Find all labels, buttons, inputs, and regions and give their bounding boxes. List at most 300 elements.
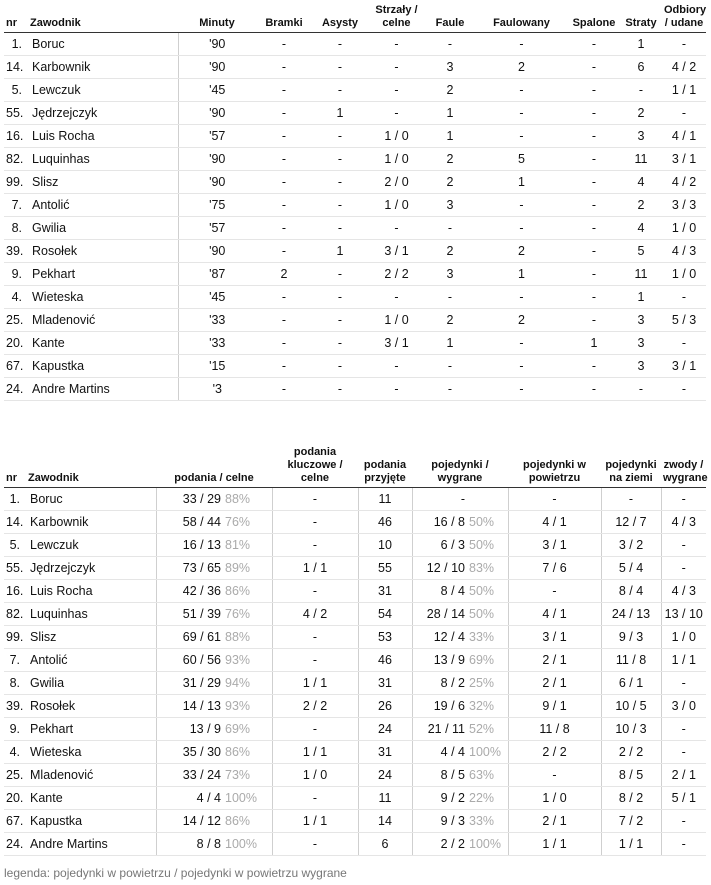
player-name: Karbownik	[26, 511, 156, 534]
stat-cell: -	[368, 378, 425, 401]
stat-cell: 6	[620, 56, 662, 79]
stat-cell: -	[620, 79, 662, 102]
ground-duels-cell: 10 / 5	[601, 695, 661, 718]
stat-cell: -	[256, 148, 312, 171]
passes-accuracy: 69%	[225, 722, 251, 736]
player-number: 24.	[4, 833, 26, 856]
player-number: 67.	[4, 355, 28, 378]
ground-duels-cell: 7 / 2	[601, 810, 661, 833]
stat-cell: -	[312, 286, 368, 309]
stat-cell: 2 / 0	[368, 171, 425, 194]
stat-cell: -	[425, 378, 475, 401]
aerial-duels-cell: 2 / 1	[508, 672, 601, 695]
stat-cell: -	[312, 378, 368, 401]
passes-cell	[156, 557, 272, 580]
stat-cell: 2	[425, 79, 475, 102]
player-name: Kante	[26, 787, 156, 810]
player-number: 7.	[4, 194, 28, 217]
stat-cell: '15	[178, 355, 256, 378]
stat-cell: -	[568, 194, 620, 217]
stat-cell: -	[425, 355, 475, 378]
stat-cell: 3 / 3	[662, 194, 706, 217]
table-row	[4, 263, 706, 286]
column-header: Minuty	[178, 4, 256, 33]
player-number: 67.	[4, 810, 26, 833]
column-header: Faule	[425, 4, 475, 33]
passes-received-cell: 26	[358, 695, 412, 718]
player-number: 25.	[4, 764, 26, 787]
ground-duels-cell: 11 / 8	[601, 649, 661, 672]
table-row	[4, 286, 706, 309]
stat-cell: -	[568, 378, 620, 401]
stat-cell: -	[312, 171, 368, 194]
column-header: podania / celne	[156, 446, 272, 488]
player-number: 55.	[4, 557, 26, 580]
stat-cell: '3	[178, 378, 256, 401]
player-number: 25.	[4, 309, 28, 332]
stat-cell: '57	[178, 125, 256, 148]
stat-cell: 1	[620, 33, 662, 56]
key-passes-cell: 1 / 1	[272, 557, 358, 580]
dribbles-cell: -	[661, 488, 706, 511]
passes-received-cell: 31	[358, 580, 412, 603]
player-name: Rosołek	[28, 240, 178, 263]
player-name: Pekhart	[26, 718, 156, 741]
stat-cell: -	[256, 309, 312, 332]
duels-cell	[412, 649, 508, 672]
stat-cell: '90	[178, 171, 256, 194]
passes-value: 8 / 8	[196, 837, 221, 851]
passes-cell	[156, 580, 272, 603]
stat-cell: -	[312, 217, 368, 240]
duels-win-rate: 50%	[469, 584, 495, 598]
ground-duels-cell: 3 / 2	[601, 534, 661, 557]
player-name: Karbownik	[28, 56, 178, 79]
player-number: 4.	[4, 741, 26, 764]
stat-cell: -	[475, 194, 568, 217]
table-row	[4, 355, 706, 378]
passes-received-cell: 14	[358, 810, 412, 833]
player-name: Kapustka	[26, 810, 156, 833]
passes-accuracy: 86%	[225, 584, 251, 598]
passes-cell	[156, 534, 272, 557]
player-number: 20.	[4, 787, 26, 810]
key-passes-cell: -	[272, 626, 358, 649]
duels-cell	[412, 626, 508, 649]
stat-cell: 1 / 1	[662, 79, 706, 102]
duels-cell	[412, 695, 508, 718]
stat-cell: -	[368, 355, 425, 378]
passes-received-cell: 11	[358, 787, 412, 810]
stat-cell: 4	[620, 171, 662, 194]
stat-cell: '90	[178, 33, 256, 56]
dribbles-cell: 4 / 3	[661, 511, 706, 534]
passes-cell	[156, 764, 272, 787]
stat-cell: -	[662, 33, 706, 56]
stat-cell: -	[475, 286, 568, 309]
stat-cell: -	[568, 125, 620, 148]
stat-cell: -	[568, 263, 620, 286]
stat-cell: 1	[475, 263, 568, 286]
aerial-duels-cell: 3 / 1	[508, 626, 601, 649]
stat-cell: -	[568, 240, 620, 263]
passes-accuracy: 73%	[225, 768, 251, 782]
table-header-row	[4, 446, 706, 488]
key-passes-cell: -	[272, 649, 358, 672]
column-header: pojedynki / wygrane	[412, 446, 508, 488]
duels-value: 12 / 4	[433, 630, 465, 644]
duels-cell	[412, 741, 508, 764]
player-number: 5.	[4, 534, 26, 557]
stat-cell: -	[475, 79, 568, 102]
stat-cell: 3 / 1	[368, 332, 425, 355]
stat-cell: -	[312, 56, 368, 79]
player-name: Gwilia	[26, 672, 156, 695]
stat-cell: 1 / 0	[368, 309, 425, 332]
aerial-duels-cell: 2 / 1	[508, 649, 601, 672]
stat-cell: -	[425, 286, 475, 309]
dribbles-cell: -	[661, 741, 706, 764]
stat-cell: 3	[620, 355, 662, 378]
stat-cell: 1	[312, 240, 368, 263]
table-row	[4, 603, 706, 626]
duels-win-rate: 32%	[469, 699, 495, 713]
dribbles-cell: -	[661, 810, 706, 833]
passing-duels-table	[4, 446, 706, 856]
table-row	[4, 764, 706, 787]
stat-cell: -	[662, 378, 706, 401]
stat-cell: 2	[475, 240, 568, 263]
stat-cell: -	[256, 355, 312, 378]
passes-received-cell: 54	[358, 603, 412, 626]
stat-cell: 5	[475, 148, 568, 171]
stat-cell: 2	[425, 148, 475, 171]
stat-cell: 1 / 0	[368, 194, 425, 217]
column-header: Odbiory / udane	[662, 4, 706, 33]
player-name: Jędrzejczyk	[28, 102, 178, 125]
dribbles-cell: 4 / 3	[661, 580, 706, 603]
duels-win-rate: 22%	[469, 791, 495, 805]
player-name: Andre Martins	[28, 378, 178, 401]
passes-cell	[156, 649, 272, 672]
stat-cell: 3 / 1	[662, 355, 706, 378]
stat-cell: -	[256, 378, 312, 401]
dribbles-cell: 3 / 0	[661, 695, 706, 718]
duels-win-rate: 50%	[469, 515, 495, 529]
passes-value: 14 / 12	[182, 814, 221, 828]
stat-cell: -	[568, 102, 620, 125]
ground-duels-cell: -	[601, 488, 661, 511]
player-name: Slisz	[26, 626, 156, 649]
aerial-duels-cell: -	[508, 488, 601, 511]
player-number: 5.	[4, 79, 28, 102]
ground-duels-cell: 8 / 4	[601, 580, 661, 603]
stat-cell: -	[568, 56, 620, 79]
aerial-duels-cell: 3 / 1	[508, 534, 601, 557]
column-header: Straty	[620, 4, 662, 33]
passes-received-cell: 31	[358, 672, 412, 695]
stat-cell: 2	[425, 240, 475, 263]
passes-received-cell: 24	[358, 718, 412, 741]
stat-cell: 2	[620, 102, 662, 125]
dribbles-cell: 2 / 1	[661, 764, 706, 787]
stat-cell: '45	[178, 286, 256, 309]
passes-value: 4 / 4	[196, 791, 221, 805]
key-passes-cell: 1 / 0	[272, 764, 358, 787]
table-header-row	[4, 4, 706, 33]
column-header: pojedynki na ziemi	[601, 446, 661, 488]
table-row	[4, 79, 706, 102]
stat-cell: 3	[425, 194, 475, 217]
key-passes-cell: -	[272, 718, 358, 741]
table-row	[4, 378, 706, 401]
stat-cell: '33	[178, 309, 256, 332]
duels-win-rate: 50%	[469, 538, 495, 552]
duels-value: 8 / 5	[440, 768, 465, 782]
player-number: 82.	[4, 148, 28, 171]
stat-cell: -	[368, 79, 425, 102]
stat-cell: '33	[178, 332, 256, 355]
passes-cell	[156, 672, 272, 695]
duels-value: 28 / 14	[426, 607, 465, 621]
player-number: 99.	[4, 171, 28, 194]
duels-cell	[412, 833, 508, 856]
duels-value: 8 / 4	[440, 584, 465, 598]
stat-cell: -	[312, 332, 368, 355]
table-row	[4, 810, 706, 833]
player-name: Antolić	[28, 194, 178, 217]
duels-value: 4 / 4	[440, 745, 465, 759]
duels-cell	[412, 672, 508, 695]
stat-cell: 1	[620, 286, 662, 309]
table-row	[4, 309, 706, 332]
aerial-duels-cell: 1 / 1	[508, 833, 601, 856]
player-name: Luis Rocha	[28, 125, 178, 148]
passes-value: 31 / 29	[182, 676, 221, 690]
passes-accuracy: 93%	[225, 699, 251, 713]
stat-cell: 4 / 2	[662, 56, 706, 79]
stat-cell: 1 / 0	[662, 217, 706, 240]
key-passes-cell: 1 / 1	[272, 810, 358, 833]
stat-cell: 1 / 0	[368, 125, 425, 148]
player-number: 1.	[4, 488, 26, 511]
stat-cell: 5	[620, 240, 662, 263]
stat-cell: -	[368, 56, 425, 79]
player-number: 16.	[4, 580, 26, 603]
passes-value: 16 / 13	[182, 538, 221, 552]
duels-win-rate: 100%	[469, 837, 501, 851]
table-row	[4, 171, 706, 194]
table-row	[4, 240, 706, 263]
passes-cell	[156, 718, 272, 741]
duels-cell	[412, 488, 508, 511]
passes-accuracy: 76%	[225, 515, 251, 529]
passes-accuracy: 88%	[225, 630, 251, 644]
passes-cell	[156, 833, 272, 856]
player-name: Mladenović	[26, 764, 156, 787]
key-passes-cell: -	[272, 488, 358, 511]
stat-cell: -	[256, 286, 312, 309]
stat-cell: '75	[178, 194, 256, 217]
stat-cell: -	[475, 102, 568, 125]
stat-cell: -	[475, 33, 568, 56]
ground-duels-cell: 8 / 5	[601, 764, 661, 787]
stat-cell: -	[368, 33, 425, 56]
stat-cell: -	[312, 148, 368, 171]
player-name: Kante	[28, 332, 178, 355]
table-row	[4, 194, 706, 217]
duels-value: 19 / 6	[433, 699, 465, 713]
stat-cell: -	[312, 355, 368, 378]
stat-cell: -	[568, 355, 620, 378]
stat-cell: 3	[425, 263, 475, 286]
stat-cell: 4	[620, 217, 662, 240]
table-row	[4, 649, 706, 672]
player-name: Wieteska	[26, 741, 156, 764]
table-row	[4, 695, 706, 718]
stat-cell: -	[662, 102, 706, 125]
legend-note: legenda: pojedynki w powietrzu / pojedynki w powietrzu wygrane	[4, 866, 347, 880]
stat-cell: -	[568, 79, 620, 102]
stat-cell: '90	[178, 240, 256, 263]
player-name: Luquinhas	[28, 148, 178, 171]
column-header: Zawodnik	[28, 4, 178, 33]
stat-cell: 2	[425, 171, 475, 194]
key-passes-cell: 1 / 1	[272, 672, 358, 695]
passes-accuracy: 100%	[225, 837, 257, 851]
stat-cell: -	[662, 286, 706, 309]
passes-value: 42 / 36	[182, 584, 221, 598]
stat-cell: -	[475, 217, 568, 240]
duels-win-rate: 50%	[469, 607, 495, 621]
aerial-duels-cell: -	[508, 764, 601, 787]
stat-cell: -	[256, 240, 312, 263]
stat-cell: -	[256, 33, 312, 56]
player-number: 1.	[4, 33, 28, 56]
ground-duels-cell: 1 / 1	[601, 833, 661, 856]
table-row	[4, 718, 706, 741]
stat-cell: -	[312, 33, 368, 56]
dribbles-cell: -	[661, 557, 706, 580]
stat-cell: 3	[620, 125, 662, 148]
player-number: 7.	[4, 649, 26, 672]
table-row	[4, 580, 706, 603]
player-number: 20.	[4, 332, 28, 355]
player-name: Andre Martins	[26, 833, 156, 856]
player-number: 39.	[4, 695, 26, 718]
duels-value: 13 / 9	[433, 653, 465, 667]
table-row	[4, 672, 706, 695]
aerial-duels-cell: 11 / 8	[508, 718, 601, 741]
stat-cell: 4 / 3	[662, 240, 706, 263]
duels-cell	[412, 718, 508, 741]
table-row	[4, 626, 706, 649]
dribbles-cell: -	[661, 672, 706, 695]
ground-duels-cell: 24 / 13	[601, 603, 661, 626]
stat-cell: -	[568, 148, 620, 171]
key-passes-cell: -	[272, 580, 358, 603]
stat-cell: -	[368, 217, 425, 240]
stat-cell: -	[256, 171, 312, 194]
column-header: Faulowany	[475, 4, 568, 33]
player-name: Luquinhas	[26, 603, 156, 626]
stat-cell: -	[662, 332, 706, 355]
table-row	[4, 534, 706, 557]
player-number: 4.	[4, 286, 28, 309]
stat-cell: -	[368, 102, 425, 125]
player-number: 82.	[4, 603, 26, 626]
stat-cell: -	[620, 378, 662, 401]
stat-cell: -	[256, 217, 312, 240]
stat-cell: -	[568, 309, 620, 332]
stat-cell: 1	[425, 102, 475, 125]
passes-accuracy: 89%	[225, 561, 251, 575]
table-row	[4, 102, 706, 125]
stat-cell: -	[256, 125, 312, 148]
passes-cell	[156, 511, 272, 534]
stat-cell: 2	[256, 263, 312, 286]
key-passes-cell: -	[272, 511, 358, 534]
stat-cell: -	[475, 355, 568, 378]
passes-received-cell: 31	[358, 741, 412, 764]
stat-cell: -	[425, 217, 475, 240]
player-number: 24.	[4, 378, 28, 401]
passes-value: 73 / 65	[182, 561, 221, 575]
player-name: Mladenović	[28, 309, 178, 332]
player-name: Boruc	[28, 33, 178, 56]
duels-win-rate: 69%	[469, 653, 495, 667]
aerial-duels-cell: 4 / 1	[508, 603, 601, 626]
dribbles-cell: 5 / 1	[661, 787, 706, 810]
table-row	[4, 557, 706, 580]
player-name: Gwilia	[28, 217, 178, 240]
stat-cell: 3 / 1	[662, 148, 706, 171]
passes-received-cell: 6	[358, 833, 412, 856]
passes-value: 33 / 24	[182, 768, 221, 782]
stat-cell: 5 / 3	[662, 309, 706, 332]
player-name: Boruc	[26, 488, 156, 511]
passes-cell	[156, 810, 272, 833]
aerial-duels-cell: 4 / 1	[508, 511, 601, 534]
stat-cell: -	[256, 79, 312, 102]
stat-cell: -	[568, 33, 620, 56]
stat-cell: -	[256, 102, 312, 125]
passes-value: 14 / 13	[182, 699, 221, 713]
stat-cell: '90	[178, 148, 256, 171]
stat-cell: 1 / 0	[368, 148, 425, 171]
stat-cell: -	[425, 33, 475, 56]
passes-accuracy: 93%	[225, 653, 251, 667]
stat-cell: 1	[568, 332, 620, 355]
stat-cell: 3	[620, 332, 662, 355]
aerial-duels-cell: -	[508, 580, 601, 603]
stat-cell: '90	[178, 56, 256, 79]
dribbles-cell: -	[661, 718, 706, 741]
table-row	[4, 488, 706, 511]
player-number: 8.	[4, 217, 28, 240]
table-row	[4, 511, 706, 534]
stat-cell: -	[568, 286, 620, 309]
duels-win-rate: 33%	[469, 630, 495, 644]
duels-win-rate: 52%	[469, 722, 495, 736]
stat-cell: 3	[620, 309, 662, 332]
duels-value: 9 / 3	[440, 814, 465, 828]
passes-cell	[156, 741, 272, 764]
ground-duels-cell: 2 / 2	[601, 741, 661, 764]
passes-accuracy: 86%	[225, 745, 251, 759]
passes-value: 33 / 29	[182, 492, 221, 506]
column-header: podania kluczowe / celne	[272, 446, 358, 488]
